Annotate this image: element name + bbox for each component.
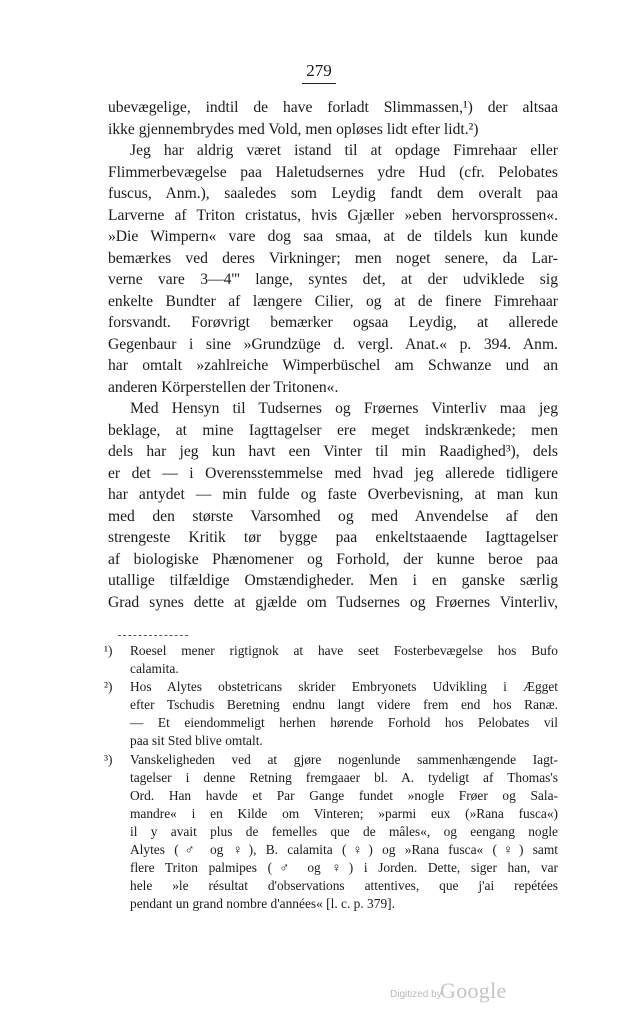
footnote-line: hele »le résultat d'observations attentives, que j'ai repétées	[130, 878, 558, 894]
text-line: er det — i Overensstemmelse med hvad jeg allerede tidligere	[108, 464, 558, 482]
main-text	[108, 97, 558, 613]
footnote-line: tagelser i denne Retning fremgaaer bl. A. tydeligt af Thomas's	[130, 769, 558, 785]
text-line: forsvandt. Forøvrigt bemærker ogsaa Leydig, at allerede	[108, 314, 558, 331]
digitized-watermark	[390, 978, 530, 1008]
footnote-line	[104, 642, 558, 660]
google-logo: Google	[440, 978, 507, 1003]
text-line: »Die Wimpern« vare dog saa smaa, at de tildels kun kunde	[108, 228, 558, 245]
text-line: ikke gjennembrydes med Vold, men opløses lidt efter lidt.²)	[108, 120, 479, 138]
footnote-line: mandre« i en Kilde om Vinteren; »parmi eux (»Rana fusca«)	[130, 805, 558, 821]
footnote-line: Alytes (♂ og ♀), B. calamita (♀) og »Rana fusca« (♀) samt	[130, 842, 558, 858]
page-number	[0, 60, 638, 84]
footnote-text: Roesel mener rigtignok at have seet Fosterbevægelse hos Bufo	[130, 643, 558, 658]
footnote-line: — Et eiendommeligt herhen hørende Forhold hos Pelobates vil	[130, 715, 558, 731]
footnote-line	[104, 678, 558, 696]
footnote-marker: ³)	[104, 751, 113, 767]
text-line: enkelte Bundter af længere Cilier, og at de finere Fimrehaar	[108, 292, 558, 310]
footnote-line: il y avait plus de femelles que de mâles«, og eengang nogle	[130, 823, 558, 839]
footnote-line: flere Triton palmipes (♂ og ♀) i Jorden. Dette, siger han, var	[130, 860, 558, 876]
text-line: utallige tilfældige Omstændigheder. Men i en ganske særlig	[108, 572, 558, 589]
text-line: har omtalt »zahlreiche Wimperbüschel am Schwanze und an	[108, 357, 558, 374]
footnote-line: paa sit Sted blive omtalt.	[130, 733, 263, 749]
text-line: af biologiske Phænomener og Forhold, der kunne beroe paa	[108, 550, 558, 568]
text-line: verne vare 3—4''' lange, syntes det, at der udviklede sig	[108, 271, 558, 288]
footnote	[104, 678, 558, 750]
text-line: Med Hensyn til Tudsernes og Frøernes Vinterliv maa jeg	[130, 400, 558, 417]
footnote-line: calamita.	[130, 661, 179, 677]
footnote	[104, 751, 558, 914]
footnote-marker: ²)	[104, 679, 113, 695]
digitized-label: Digitized by	[390, 989, 442, 1000]
text-line: Grad synes dette at gjælde om Tudsernes og Frøernes Vinterliv,	[108, 593, 558, 611]
footnote-line	[104, 751, 558, 769]
footnote-line: efter Tschudis Beretning endnu langt videre frem end hos Ranæ.	[130, 697, 558, 713]
text-line: ubevægelige, indtil de have forladt Slimmassen,¹) der altsaa	[108, 99, 558, 116]
text-line: Larverne af Triton cristatus, hvis Gjæller »eben hervorsprossen«.	[108, 206, 558, 224]
text-line: Flimmerbevægelse paa Haletudsernes ydre Hud (cfr. Pelobates	[108, 163, 558, 181]
text-line: anderen Körperstellen der Tritonen«.	[108, 378, 339, 396]
footnote-separator	[118, 635, 188, 636]
text-line: Jeg har aldrig været istand til at opdage Fimrehaar eller	[130, 142, 558, 159]
footnote-line: Ord. Han havde et Par Gange fundet »nogle Frøer og Sala-	[130, 787, 558, 803]
footnote-text: Hos Alytes obstetricans skrider Embryonets Udvikling i Ægget	[130, 679, 558, 695]
text-line: har antydet — min fulde og faste Overbevisning, at man kun	[108, 486, 558, 503]
text-line: med den største Varsomhed og med Anvendelse af den	[108, 507, 558, 525]
page-number-text: 279	[302, 60, 336, 84]
text-line: beklage, at mine Iagttagelser ere meget indskrænkede; men	[108, 421, 558, 439]
footnote-line: pendant un grand nombre d'années« [l. c. p. 379].	[130, 896, 395, 912]
text-line: dels har jeg kun havt een Vinter til min Raadighed³), dels	[108, 443, 558, 460]
text-line: bemærkes ved deres Virkninger; men noget senere, da Lar-	[108, 249, 558, 267]
footnote-marker: ¹)	[104, 643, 113, 658]
text-line: fuscus, Anm.), saaledes som Leydig fandt dem overalt paa	[108, 185, 558, 202]
text-line: strengeste Kritik tør bygge paa enkeltstaaende Iagttagelser	[108, 529, 558, 546]
footnote	[104, 642, 558, 678]
text-line: Gegenbaur i sine »Grundzüge d. vergl. Anat.« p. 394. Anm.	[108, 335, 558, 353]
footnote-text: Vanskeligheden ved at gjøre nogenlunde sammenhængende Iagt-	[130, 751, 558, 767]
footnotes	[104, 642, 558, 913]
